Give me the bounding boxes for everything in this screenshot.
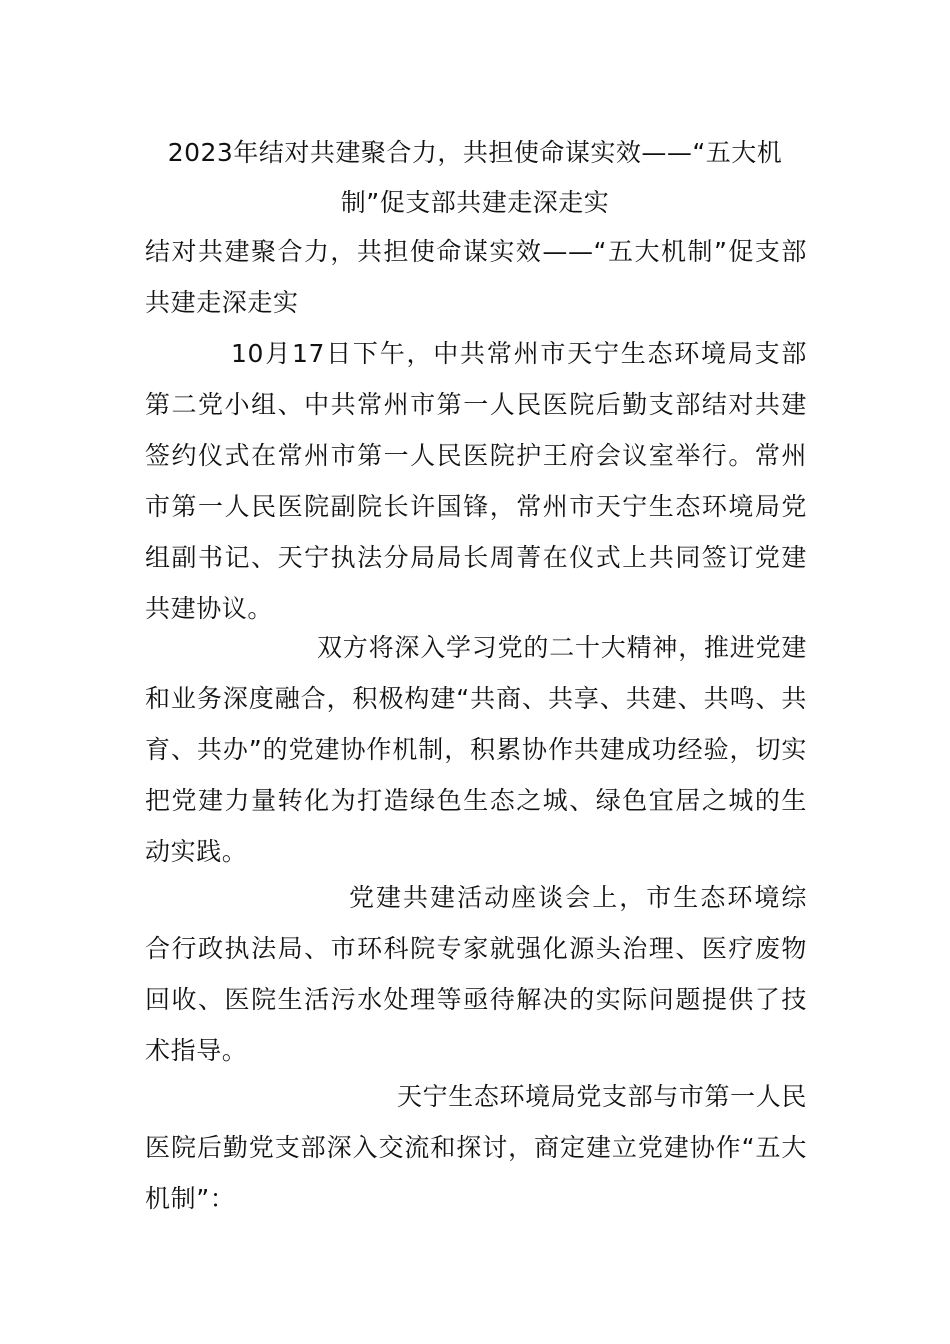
paragraph-signing-ceremony: 10月17日下午，中共常州市天宁生态环境局支部第二党小组、中共常州市第一人民医院后勤支部结对共建签约仪式在常州市第一人民医院护王府会议室举行。常州市第一人民医院副院长许国锋，常州市天宁生态环境局党组副书记、天宁执法分局局长周菁在仪式上共同签订党建共建协议。 bbox=[145, 339, 807, 623]
paragraph-cooperation-mechanism: 双方将深入学习党的二十大精神，推进党建和业务深度融合，积极构建“共商、共享、共建、共鸣、共育、共办”的党建协作机制，积累协作共建成功经验，切实把党建力量转化为打造绿色生态之城、绿色宜居之城的生动实践。 bbox=[145, 633, 807, 866]
document-subtitle: 结对共建聚合力，共担使命谋实效——“五大机制”促支部共建走深走实 bbox=[145, 237, 807, 317]
paragraph-symposium: 党建共建活动座谈会上，市生态环境综合行政执法局、市环科院专家就强化源头治理、医疗废物回收、医院生活污水处理等亟待解决的实际问题提供了技术指导。 bbox=[145, 883, 807, 1065]
paragraph-five-mechanisms: 天宁生态环境局党支部与市第一人民医院后勤党支部深入交流和探讨，商定建立党建协作“五大机制”： bbox=[145, 1082, 807, 1213]
document-title: 2023年结对共建聚合力，共担使命谋实效——“五大机制”促支部共建走深走实 bbox=[167, 138, 783, 217]
